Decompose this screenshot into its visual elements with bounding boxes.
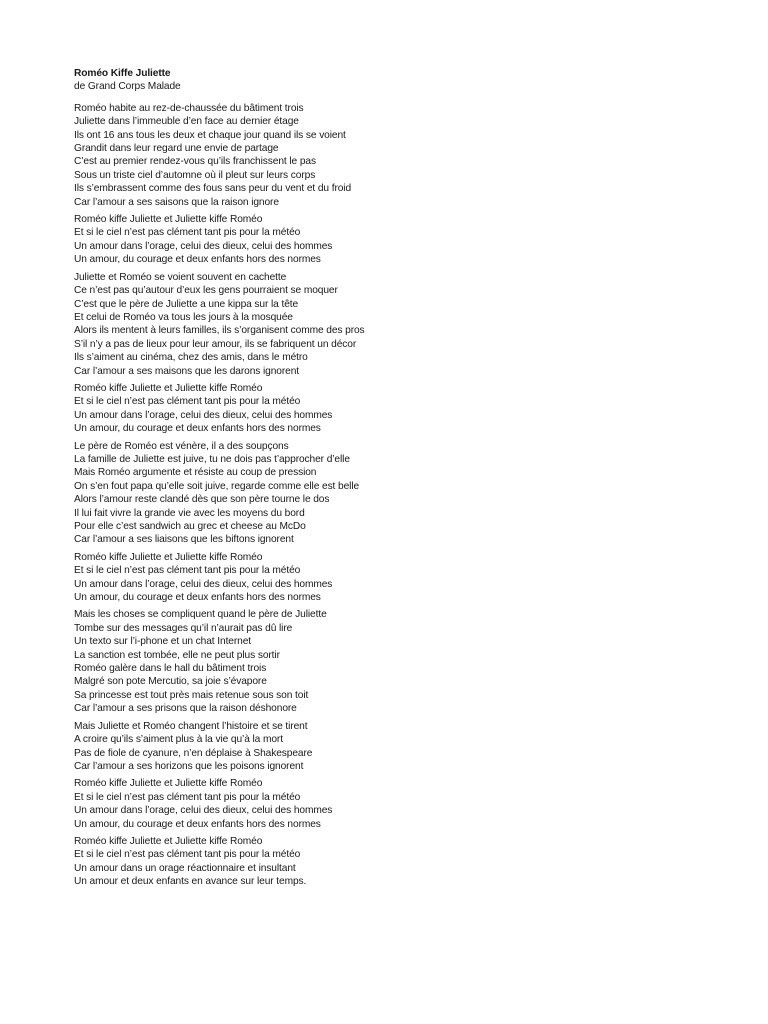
lyric-line: Un amour, du courage et deux enfants hors des normes (74, 818, 321, 830)
lyric-line: Pas de fiole de cyanure, n’en déplaise à Shakespeare (74, 747, 313, 759)
stanza (74, 440, 734, 547)
lyric-line: Tombe sur des messages qu’il n’aurait pas dû lire (74, 622, 293, 634)
lyric-line: Car l’amour a ses maisons que les darons ignorent (74, 365, 300, 377)
lyric-line: On s’en fout papa qu’elle soit juive, regarde comme elle est belle (74, 480, 360, 492)
stanza (74, 382, 734, 436)
lyric-line: La famille de Juliette est juive, tu ne dois pas t’approcher d’elle (74, 453, 350, 465)
lyric-line: Un amour dans l’orage, celui des dieux, celui des hommes (74, 578, 333, 590)
lyric-line: C’est au premier rendez-vous qu’ils franchissent le pas (74, 156, 316, 168)
lyric-line: Car l’amour a ses prisons que la raison déshonore (74, 703, 297, 715)
lyric-line: Roméo habite au rez-de-chaussée du bâtiment trois (74, 102, 304, 114)
lyric-line: A croire qu’ils s’aiment plus à la vie qu’à la mort (74, 734, 283, 746)
lyric-line: Juliette et Roméo se voient souvent en cachette (74, 271, 287, 283)
stanza (74, 720, 734, 774)
stanza-list (74, 102, 734, 889)
lyric-line: Ils ont 16 ans tous les deux et chaque jour quand ils se voient (74, 129, 346, 141)
lyric-line: Sa princesse est tout près mais retenue sous son toit (74, 689, 309, 701)
lyric-line: Et si le ciel n’est pas clément tant pis pour la météo (74, 849, 301, 861)
lyrics-body (74, 67, 734, 893)
lyric-line: Ils s’aiment au cinéma, chez des amis, dans le métro (74, 352, 308, 364)
lyric-line: Malgré son pote Mercutio, sa joie s’évapore (74, 676, 267, 688)
stanza (74, 777, 734, 831)
lyric-line: Et si le ciel n’est pas clément tant pis pour la météo (74, 565, 301, 577)
lyric-line: Un amour, du courage et deux enfants hors des normes (74, 423, 321, 435)
lyric-line: Le père de Roméo est vénère, il a des soupçons (74, 440, 289, 452)
song-title: Roméo Kiffe Juliette (74, 68, 171, 79)
lyric-line: Mais Juliette et Roméo changent l’histoire et se tirent (74, 720, 308, 732)
lyric-line: Roméo kiffe Juliette et Juliette kiffe Roméo (74, 778, 263, 790)
lyric-line: Mais les choses se compliquent quand le père de Juliette (74, 609, 327, 621)
lyric-line: Et si le ciel n’est pas clément tant pis pour la météo (74, 227, 301, 239)
lyric-line: Un amour, du courage et deux enfants hors des normes (74, 592, 321, 604)
lyric-line: C’est que le père de Juliette a une kippa sur la tête (74, 298, 299, 310)
stanza (74, 835, 734, 889)
stanza (74, 608, 734, 715)
lyric-line: Il lui fait vivre la grande vie avec les moyens du bord (74, 507, 305, 519)
lyric-line: La sanction est tombée, elle ne peut plus sortir (74, 649, 280, 661)
lyric-line: Un texto sur l’i-phone et un chat Internet (74, 636, 252, 648)
lyric-line: Sous un triste ciel d’automne où il pleut sur leurs corps (74, 169, 316, 181)
lyric-line: Roméo kiffe Juliette et Juliette kiffe Roméo (74, 382, 263, 394)
lyric-line: Roméo kiffe Juliette et Juliette kiffe Roméo (74, 214, 263, 226)
lyric-line: Juliette dans l’immeuble d’en face au dernier étage (74, 116, 299, 128)
stanza (74, 213, 734, 267)
lyric-line: Et si le ciel n’est pas clément tant pis pour la météo (74, 396, 301, 408)
stanza (74, 551, 734, 605)
lyric-line: Grandit dans leur regard une envie de partage (74, 143, 279, 155)
lyric-line: Un amour dans l’orage, celui des dieux, celui des hommes (74, 805, 333, 817)
lyric-line: Roméo kiffe Juliette et Juliette kiffe Roméo (74, 551, 263, 563)
lyric-line: Un amour dans l’orage, celui des dieux, celui des hommes (74, 240, 333, 252)
lyric-line: Et si le ciel n’est pas clément tant pis pour la météo (74, 791, 301, 803)
lyric-line: Car l’amour a ses horizons que les poisons ignorent (74, 760, 304, 772)
lyric-line: Un amour, du courage et deux enfants hors des normes (74, 254, 321, 266)
stanza (74, 102, 734, 209)
lyric-line: Et celui de Roméo va tous les jours à la mosquée (74, 311, 293, 323)
lyric-line: S’il n’y a pas de lieux pour leur amour, ils se fabriquent un décor (74, 338, 357, 350)
lyric-line: Ce n’est pas qu’autour d’eux les gens pourraient se moquer (74, 285, 338, 297)
song-author: de Grand Corps Malade (74, 81, 181, 93)
lyric-line: Ils s’embrassent comme des fous sans peur du vent et du froid (74, 183, 352, 195)
lyric-line: Car l’amour a ses liaisons que les biftons ignorent (74, 534, 294, 546)
lyric-line: Alors l’amour reste clandé dès que son père tourne le dos (74, 494, 330, 506)
lyric-line: Un amour dans un orage réactionnaire et insultant (74, 862, 296, 874)
lyric-line: Un amour dans l’orage, celui des dieux, celui des hommes (74, 409, 333, 421)
lyric-line: Pour elle c’est sandwich au grec et cheese au McDo (74, 521, 306, 532)
lyric-line: Roméo galère dans le hall du bâtiment trois (74, 663, 267, 675)
lyric-line: Mais Roméo argumente et résiste au coup de pression (74, 467, 317, 479)
lyric-line: Roméo kiffe Juliette et Juliette kiffe Roméo (74, 835, 263, 847)
lyric-line: Alors ils mentent à leurs familles, ils s’organisent comme des pros (74, 325, 365, 337)
stanza (74, 271, 734, 378)
lyric-line: Car l’amour a ses saisons que la raison ignore (74, 196, 279, 208)
lyric-line: Un amour et deux enfants en avance sur leur temps. (74, 876, 307, 888)
